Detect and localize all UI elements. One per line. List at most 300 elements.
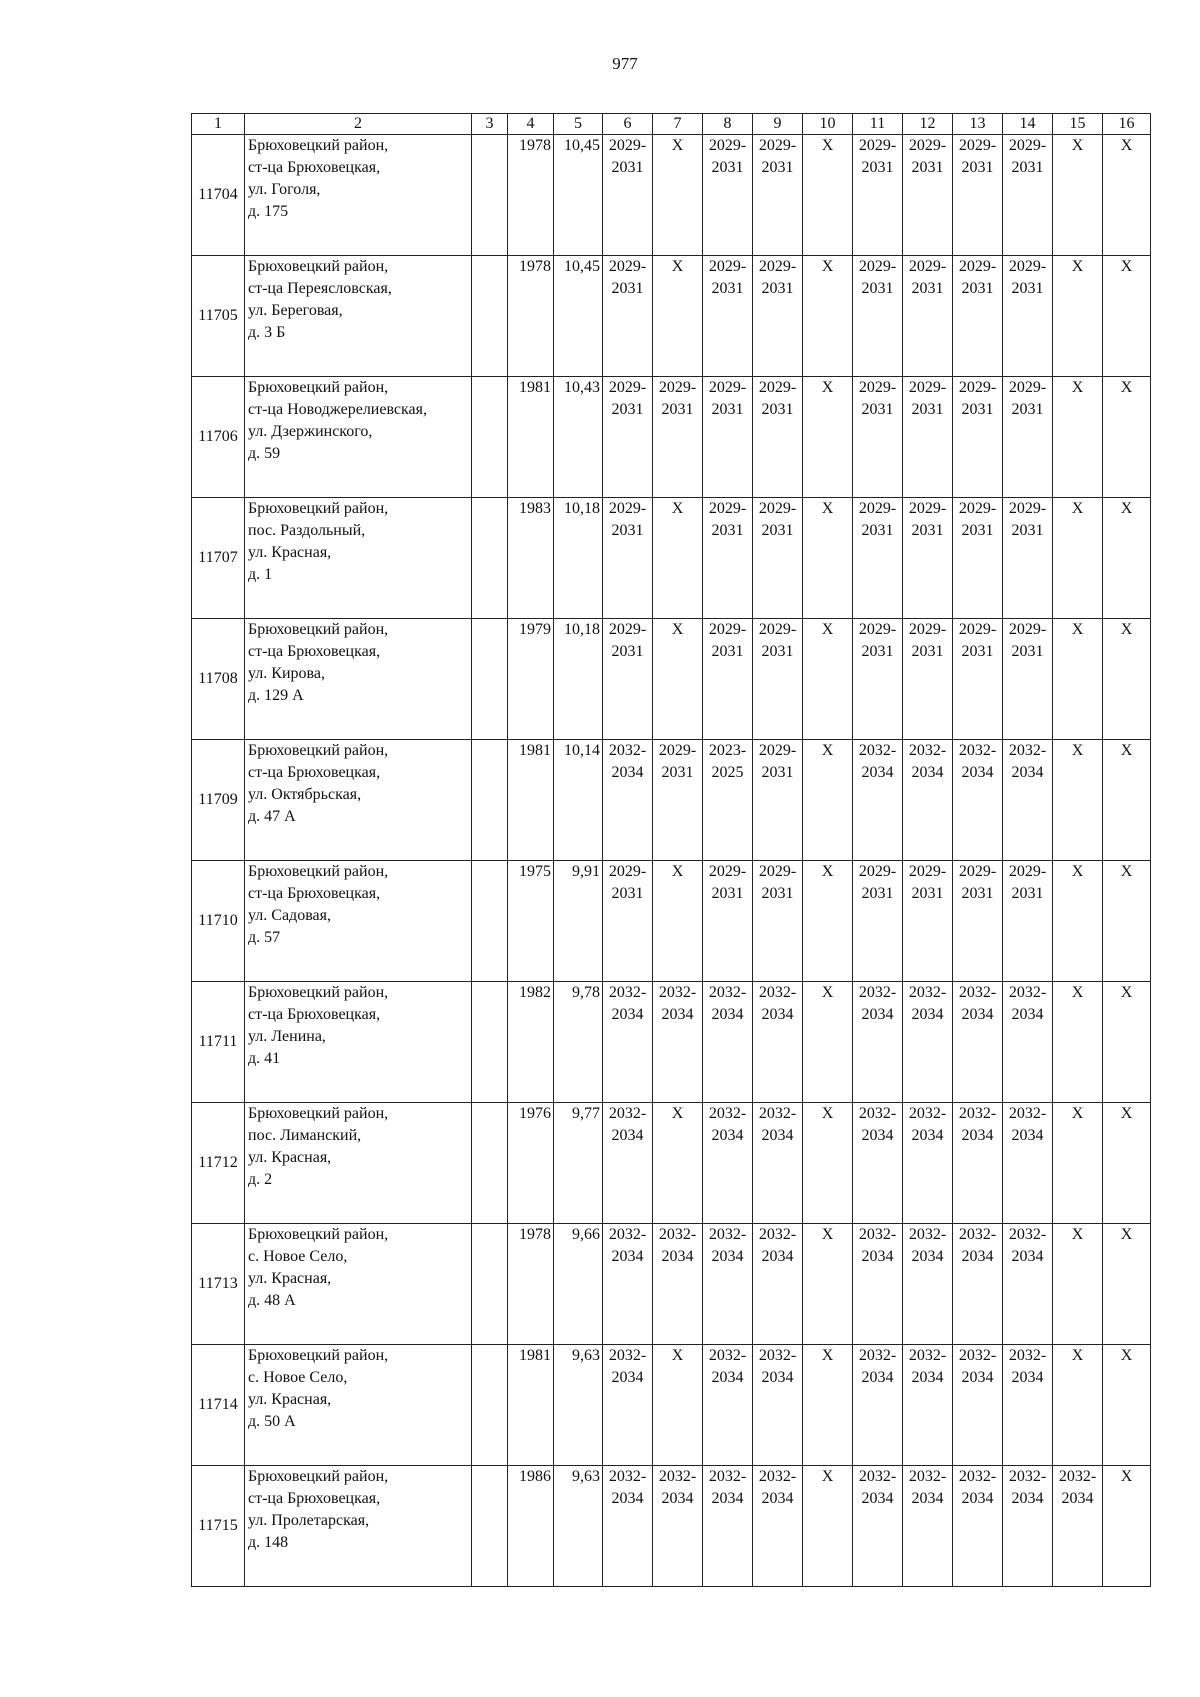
period-text: 2032-	[858, 1347, 897, 1364]
period-cell	[603, 377, 653, 498]
period-text: X	[1120, 984, 1133, 1001]
period-text: 2034	[711, 1248, 744, 1265]
period-text: X	[821, 379, 834, 396]
period-text: 2032-	[908, 1468, 947, 1485]
period-text: 2032-	[658, 1468, 697, 1485]
period-text: 2029-	[708, 379, 747, 396]
year-cell: 1981	[508, 740, 554, 861]
period-cell	[1003, 982, 1053, 1103]
period-text: X	[1120, 621, 1133, 638]
address-line: ул. Красная,	[248, 544, 332, 561]
address-line: ул. Красная,	[248, 1149, 332, 1166]
address-cell	[245, 135, 472, 256]
period-text: 2031	[911, 885, 944, 902]
year-cell: 1975	[508, 861, 554, 982]
period-text: 2031	[911, 159, 944, 176]
address-line: пос. Раздольный,	[248, 522, 366, 539]
address-line: Брюховецкий район,	[248, 863, 389, 880]
period-text: 2031	[861, 280, 894, 297]
period-text: 2032-	[908, 1105, 947, 1122]
period-cell	[653, 982, 703, 1103]
table-row	[192, 619, 1151, 740]
column-3-cell	[472, 982, 508, 1103]
period-cell	[603, 1103, 653, 1224]
period-text: 2031	[1011, 643, 1044, 660]
address-cell	[245, 1466, 472, 1587]
period-text: 2032-	[908, 1226, 947, 1243]
row-number: 11714	[192, 1345, 245, 1466]
period-text: 2032-	[858, 1468, 897, 1485]
table-row	[192, 1466, 1151, 1587]
period-text: 2031	[761, 159, 794, 176]
column-header: 2	[245, 114, 472, 135]
column-header: 1	[192, 114, 245, 135]
period-text: 2029-	[908, 137, 947, 154]
period-text: 2034	[961, 1006, 994, 1023]
period-text: 2029-	[658, 379, 697, 396]
period-text: X	[1071, 1105, 1084, 1122]
address-line: ул. Береговая,	[248, 302, 343, 319]
period-text: 2034	[961, 1369, 994, 1386]
address-cell	[245, 861, 472, 982]
period-text: 2034	[861, 1127, 894, 1144]
period-text: 2029-	[858, 137, 897, 154]
period-cell	[903, 135, 953, 256]
period-text: 2032-	[608, 1226, 647, 1243]
address-line: ул. Ленина,	[248, 1028, 326, 1045]
period-cell	[953, 498, 1003, 619]
period-cell	[803, 135, 853, 256]
period-text: X	[671, 863, 684, 880]
period-text: 2031	[961, 885, 994, 902]
period-text: 2029-	[758, 863, 797, 880]
period-cell	[1103, 619, 1151, 740]
period-text: 2032-	[908, 984, 947, 1001]
address-line: ул. Красная,	[248, 1270, 332, 1287]
period-cell	[953, 1103, 1003, 1224]
period-text: 2032-	[1058, 1468, 1097, 1485]
period-text: X	[671, 621, 684, 638]
period-cell	[653, 861, 703, 982]
period-cell	[1053, 1466, 1103, 1587]
period-text: 2023-	[708, 742, 747, 759]
period-text: 2031	[611, 401, 644, 418]
address-line: ст-ца Брюховецкая,	[248, 643, 381, 660]
period-text: 2029-	[908, 258, 947, 275]
period-text: X	[821, 1105, 834, 1122]
period-cell	[753, 1345, 803, 1466]
period-cell	[1003, 861, 1053, 982]
period-cell	[603, 135, 653, 256]
year-cell: 1976	[508, 1103, 554, 1224]
period-text: 2032-	[758, 1105, 797, 1122]
address-line: д. 48 А	[248, 1292, 296, 1309]
address-line: ул. Дзержинского,	[248, 423, 373, 440]
period-text: 2032-	[758, 984, 797, 1001]
period-cell	[1053, 256, 1103, 377]
row-number: 11711	[192, 982, 245, 1103]
period-cell	[803, 256, 853, 377]
period-cell	[1003, 256, 1053, 377]
period-cell	[953, 861, 1003, 982]
address-line: с. Новое Село,	[248, 1369, 348, 1386]
address-cell	[245, 619, 472, 740]
period-cell	[853, 982, 903, 1103]
address-cell	[245, 498, 472, 619]
column-header: 9	[753, 114, 803, 135]
period-text: 2034	[611, 1248, 644, 1265]
year-cell: 1981	[508, 377, 554, 498]
table-row	[192, 377, 1151, 498]
period-cell	[703, 982, 753, 1103]
value-cell: 10,18	[554, 498, 603, 619]
address-line: ул. Садовая,	[248, 907, 331, 924]
address-line: Брюховецкий район,	[248, 621, 389, 638]
address-line: д. 47 А	[248, 808, 296, 825]
period-text: 2032-	[1008, 1226, 1047, 1243]
period-cell	[1003, 619, 1053, 740]
period-cell	[1103, 1103, 1151, 1224]
period-cell	[753, 135, 803, 256]
period-text: 2031	[961, 643, 994, 660]
period-cell	[753, 740, 803, 861]
period-cell	[1053, 861, 1103, 982]
period-text: 2032-	[858, 742, 897, 759]
period-text: 2032-	[958, 984, 997, 1001]
period-text: 2034	[761, 1369, 794, 1386]
period-text: 2029-	[908, 500, 947, 517]
address-line: Брюховецкий район,	[248, 1226, 389, 1243]
period-text: 2032-	[858, 984, 897, 1001]
period-text: 2032-	[858, 1105, 897, 1122]
period-text: 2034	[711, 1127, 744, 1144]
period-text: 2034	[861, 1006, 894, 1023]
address-line: д. 1	[248, 566, 273, 583]
address-cell	[245, 1224, 472, 1345]
period-cell	[753, 982, 803, 1103]
address-line: Брюховецкий район,	[248, 258, 389, 275]
row-number: 11706	[192, 377, 245, 498]
period-text: X	[1071, 379, 1084, 396]
period-cell	[903, 982, 953, 1103]
period-text: X	[1120, 500, 1133, 517]
year-cell: 1982	[508, 982, 554, 1103]
period-cell	[953, 982, 1003, 1103]
period-cell	[653, 619, 703, 740]
table-row	[192, 498, 1151, 619]
period-cell	[1053, 1345, 1103, 1466]
column-header: 10	[803, 114, 853, 135]
period-text: X	[1120, 379, 1133, 396]
period-text: 2031	[761, 401, 794, 418]
period-cell	[1003, 740, 1053, 861]
period-text: X	[1071, 258, 1084, 275]
row-number: 11713	[192, 1224, 245, 1345]
period-text: 2031	[761, 643, 794, 660]
period-cell	[753, 1466, 803, 1587]
period-text: 2029-	[608, 621, 647, 638]
address-line: ст-ца Брюховецкая,	[248, 1490, 381, 1507]
table-row	[192, 1103, 1151, 1224]
period-text: 2031	[711, 643, 744, 660]
period-cell	[753, 498, 803, 619]
period-cell	[803, 861, 853, 982]
period-cell	[803, 1103, 853, 1224]
period-cell	[1053, 377, 1103, 498]
period-text: X	[1071, 500, 1084, 517]
address-cell	[245, 256, 472, 377]
period-cell	[953, 377, 1003, 498]
period-text: 2029-	[608, 379, 647, 396]
period-text: 2032-	[708, 984, 747, 1001]
period-cell	[703, 256, 753, 377]
period-cell	[753, 861, 803, 982]
period-text: 2034	[1011, 1490, 1044, 1507]
period-text: 2032-	[708, 1468, 747, 1485]
period-text: 2032-	[1008, 1347, 1047, 1364]
period-cell	[653, 1224, 703, 1345]
address-line: д. 41	[248, 1050, 281, 1067]
period-cell	[903, 861, 953, 982]
period-text: 2034	[911, 1127, 944, 1144]
column-header: 7	[653, 114, 703, 135]
period-text: 2032-	[1008, 1468, 1047, 1485]
period-text: X	[821, 137, 834, 154]
address-line: д. 3 Б	[248, 324, 286, 341]
period-text: 2029-	[708, 500, 747, 517]
address-line: ст-ца Брюховецкая,	[248, 1006, 381, 1023]
period-text: 2034	[861, 1369, 894, 1386]
period-cell	[653, 498, 703, 619]
period-text: 2029-	[708, 863, 747, 880]
period-text: 2031	[861, 643, 894, 660]
column-header: 8	[703, 114, 753, 135]
period-text: 2029-	[1008, 621, 1047, 638]
period-cell	[603, 256, 653, 377]
address-line: д. 50 А	[248, 1413, 296, 1430]
period-text: 2029-	[858, 379, 897, 396]
period-text: 2034	[611, 764, 644, 781]
period-text: 2034	[711, 1006, 744, 1023]
table-row	[192, 256, 1151, 377]
period-cell	[903, 1466, 953, 1587]
period-text: X	[671, 1347, 684, 1364]
address-line: д. 175	[248, 203, 289, 220]
period-text: 2034	[961, 1127, 994, 1144]
period-text: 2034	[911, 1006, 944, 1023]
column-3-cell	[472, 256, 508, 377]
period-text: 2031	[911, 522, 944, 539]
period-text: X	[1120, 742, 1133, 759]
period-text: 2034	[961, 1248, 994, 1265]
period-text: 2034	[761, 1490, 794, 1507]
period-cell	[803, 982, 853, 1103]
period-cell	[853, 256, 903, 377]
column-header: 3	[472, 114, 508, 135]
value-cell: 9,77	[554, 1103, 603, 1224]
address-line: ст-ца Брюховецкая,	[248, 159, 381, 176]
period-cell	[1053, 498, 1103, 619]
period-cell	[953, 1466, 1003, 1587]
period-text: 2034	[1011, 1127, 1044, 1144]
period-text: 2032-	[958, 742, 997, 759]
period-cell	[703, 1466, 753, 1587]
period-cell	[953, 135, 1003, 256]
period-text: 2029-	[708, 137, 747, 154]
period-cell	[603, 1466, 653, 1587]
address-line: Брюховецкий район,	[248, 379, 389, 396]
period-text: 2029-	[1008, 258, 1047, 275]
address-line: Брюховецкий район,	[248, 1105, 389, 1122]
period-cell	[603, 740, 653, 861]
period-text: 2031	[961, 159, 994, 176]
period-text: 2029-	[1008, 863, 1047, 880]
period-text: 2031	[711, 159, 744, 176]
period-text: 2031	[861, 522, 894, 539]
address-cell	[245, 377, 472, 498]
period-cell	[703, 740, 753, 861]
address-line: д. 57	[248, 929, 281, 946]
period-text: X	[1120, 1347, 1133, 1364]
address-line: ул. Красная,	[248, 1391, 332, 1408]
value-cell: 9,78	[554, 982, 603, 1103]
period-cell	[853, 377, 903, 498]
period-text: X	[821, 1468, 834, 1485]
column-header: 6	[603, 114, 653, 135]
table-row	[192, 861, 1151, 982]
address-cell	[245, 1345, 472, 1466]
period-text: 2031	[1011, 885, 1044, 902]
column-3-cell	[472, 1466, 508, 1587]
period-cell	[653, 377, 703, 498]
period-cell	[1103, 1224, 1151, 1345]
row-number: 11715	[192, 1466, 245, 1587]
value-cell: 10,14	[554, 740, 603, 861]
period-text: 2029-	[608, 137, 647, 154]
value-cell: 10,18	[554, 619, 603, 740]
address-line: пос. Лиманский,	[248, 1127, 362, 1144]
period-text: 2032-	[1008, 984, 1047, 1001]
period-cell	[653, 1466, 703, 1587]
period-text: 2031	[961, 401, 994, 418]
period-cell	[1053, 982, 1103, 1103]
period-cell	[1003, 135, 1053, 256]
address-line: д. 59	[248, 445, 281, 462]
value-cell: 9,63	[554, 1466, 603, 1587]
address-line: Брюховецкий район,	[248, 137, 389, 154]
period-text: 2032-	[608, 742, 647, 759]
period-cell	[703, 498, 753, 619]
address-line: ул. Гоголя,	[248, 181, 321, 198]
address-cell	[245, 982, 472, 1103]
period-text: X	[821, 742, 834, 759]
address-line: д. 129 А	[248, 687, 304, 704]
period-text: 2034	[911, 1248, 944, 1265]
period-cell	[903, 1103, 953, 1224]
table-row	[192, 740, 1151, 861]
address-line: с. Новое Село,	[248, 1248, 348, 1265]
period-text: 2032-	[858, 1226, 897, 1243]
period-text: 2031	[1011, 522, 1044, 539]
period-text: 2029-	[608, 500, 647, 517]
year-cell: 1978	[508, 256, 554, 377]
column-3-cell	[472, 1224, 508, 1345]
period-cell	[1103, 377, 1151, 498]
period-text: X	[1120, 1468, 1133, 1485]
period-cell	[903, 1224, 953, 1345]
period-text: X	[1120, 863, 1133, 880]
address-line: Брюховецкий район,	[248, 500, 389, 517]
value-cell: 10,45	[554, 135, 603, 256]
period-text: 2029-	[758, 379, 797, 396]
period-text: 2031	[611, 280, 644, 297]
period-cell	[953, 740, 1003, 861]
period-text: X	[1071, 1347, 1084, 1364]
period-cell	[653, 135, 703, 256]
period-cell	[1003, 377, 1053, 498]
period-cell	[703, 861, 753, 982]
period-text: X	[1071, 742, 1084, 759]
period-text: 2032-	[908, 742, 947, 759]
period-cell	[1053, 740, 1103, 861]
period-text: 2029-	[1008, 500, 1047, 517]
period-cell	[1003, 1466, 1053, 1587]
period-cell	[703, 135, 753, 256]
period-text: 2031	[861, 159, 894, 176]
period-cell	[1103, 135, 1151, 256]
period-text: 2029-	[958, 137, 997, 154]
period-text: 2029-	[758, 621, 797, 638]
page-number: 977	[612, 54, 638, 73]
column-header: 16	[1103, 114, 1151, 135]
period-cell	[803, 498, 853, 619]
period-text: 2029-	[758, 258, 797, 275]
period-cell	[703, 377, 753, 498]
address-line: ст-ца Брюховецкая,	[248, 764, 381, 781]
period-text: 2029-	[958, 258, 997, 275]
period-text: 2034	[861, 764, 894, 781]
period-text: X	[671, 1105, 684, 1122]
period-text: 2031	[761, 885, 794, 902]
period-text: 2034	[661, 1248, 694, 1265]
period-text: 2029-	[858, 621, 897, 638]
column-3-cell	[472, 619, 508, 740]
period-cell	[853, 861, 903, 982]
period-text: 2029-	[958, 863, 997, 880]
period-cell	[903, 619, 953, 740]
period-cell	[703, 1224, 753, 1345]
period-text: X	[1120, 1226, 1133, 1243]
period-cell	[903, 1345, 953, 1466]
period-text: 2029-	[908, 863, 947, 880]
period-cell	[853, 1466, 903, 1587]
period-cell	[803, 377, 853, 498]
period-text: X	[1120, 137, 1133, 154]
address-cell	[245, 740, 472, 861]
period-text: X	[1071, 621, 1084, 638]
period-cell	[603, 619, 653, 740]
period-text: X	[1120, 1105, 1133, 1122]
period-text: 2034	[1011, 1369, 1044, 1386]
period-text: X	[1120, 258, 1133, 275]
period-text: X	[821, 258, 834, 275]
period-text: 2029-	[658, 742, 697, 759]
period-text: 2031	[711, 280, 744, 297]
period-cell	[1003, 1103, 1053, 1224]
period-text: 2029-	[958, 379, 997, 396]
period-text: 2032-	[708, 1347, 747, 1364]
column-header: 13	[953, 114, 1003, 135]
